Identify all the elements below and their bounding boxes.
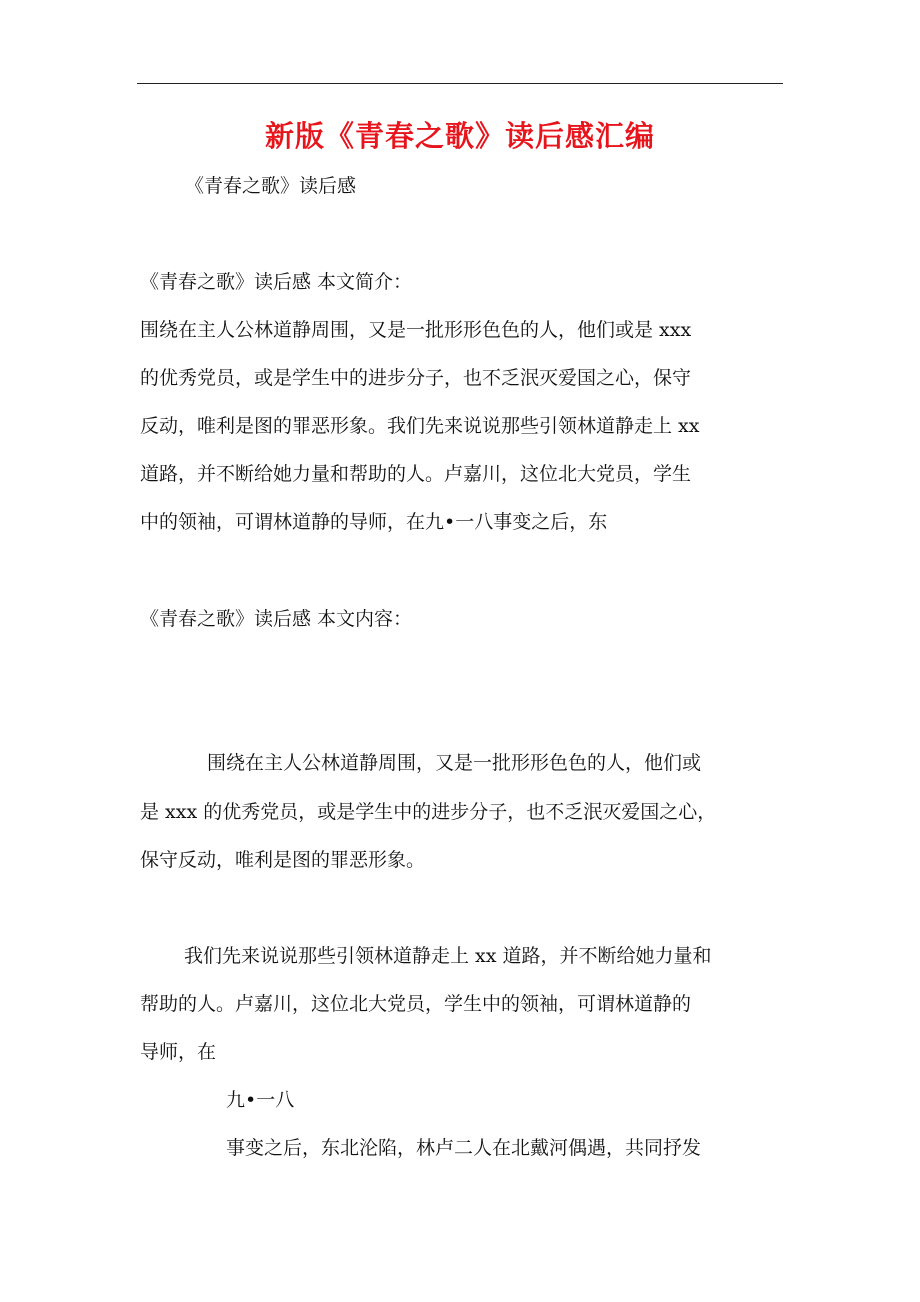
paragraph-line: 保守反动，唯利是图的罪恶形象。 xyxy=(140,849,426,871)
intro-line: 中的领袖，可谓林道静的导师，在九•一八事变之后，东 xyxy=(140,511,608,533)
paragraph-line: 我们先来说说那些引领林道静走上 xx 道路，并不断给她力量和 xyxy=(184,945,712,967)
paragraph-line: 事变之后，东北沦陷，林卢二人在北戴河偶遇，共同抒发 xyxy=(226,1137,702,1159)
document-title: 新版《青春之歌》读后感汇编 xyxy=(264,119,655,153)
intro-line: 道路，并不断给她力量和帮助的人。卢嘉川，这位北大党员，学生 xyxy=(140,463,692,485)
date-line: 九•一八 xyxy=(226,1089,295,1111)
paragraph-line: 导师，在 xyxy=(140,1041,217,1063)
header-rule xyxy=(137,83,783,84)
paragraph-line: 帮助的人。卢嘉川，这位北大党员，学生中的领袖，可谓林道静的 xyxy=(140,993,692,1015)
intro-line: 围绕在主人公林道静周围，又是一批形形色色的人，他们或是 xxx xyxy=(140,319,692,341)
content-heading: 《青春之歌》读后感 本文内容： xyxy=(140,608,413,630)
intro-line: 的优秀党员，或是学生中的进步分子，也不乏泯灭爱国之心，保守 xyxy=(140,367,692,389)
document-subtitle: 《青春之歌》读后感 xyxy=(185,175,357,197)
paragraph-line: 围绕在主人公林道静周围，又是一批形形色色的人，他们或 xyxy=(207,752,702,774)
intro-heading: 《青春之歌》读后感 本文简介： xyxy=(140,271,413,293)
intro-line: 反动，唯利是图的罪恶形象。我们先来说说那些引领林道静走上 xx xyxy=(140,415,700,437)
paragraph-line: 是 xxx 的优秀党员，或是学生中的进步分子，也不乏泯灭爱国之心， xyxy=(140,801,717,823)
